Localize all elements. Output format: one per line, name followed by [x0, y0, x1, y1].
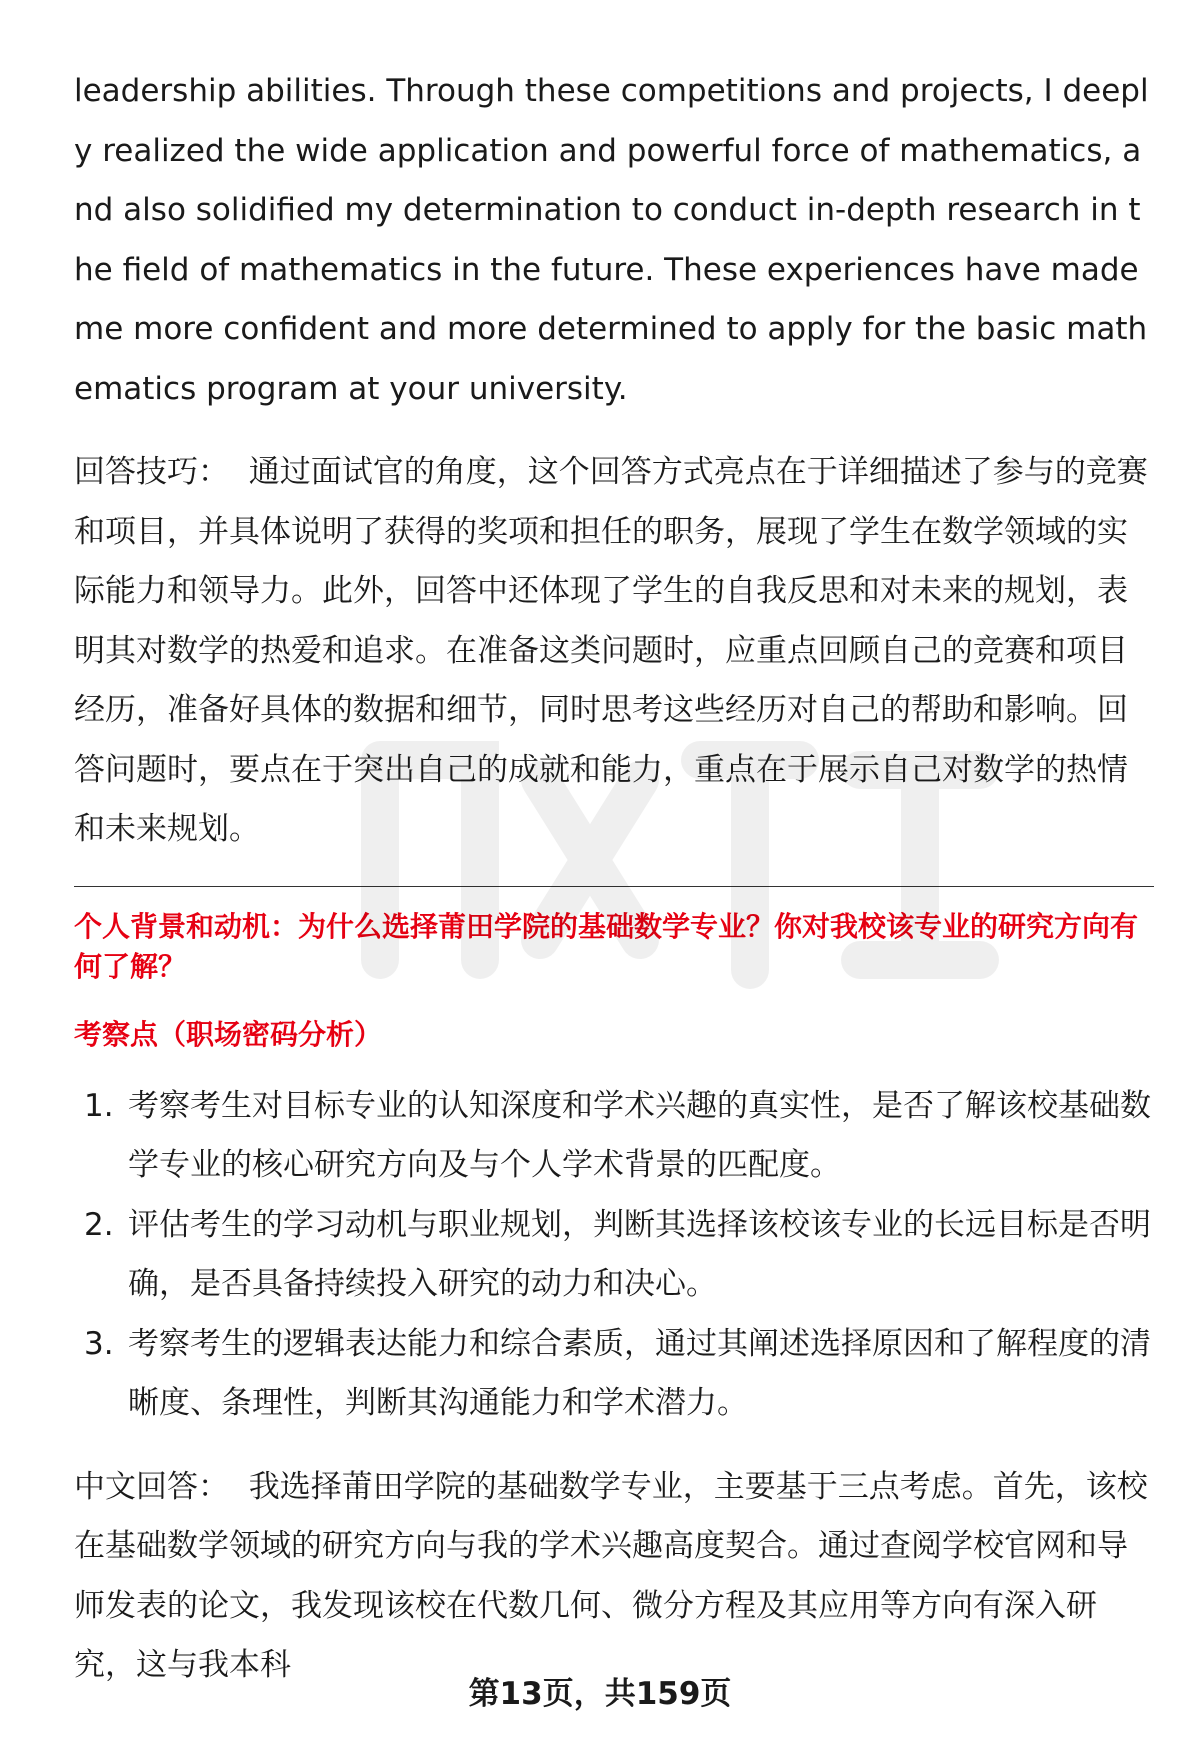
question-title: 个人背景和动机：为什么选择莆田学院的基础数学专业？你对我校该专业的研究方向有何了解？	[74, 909, 1139, 983]
list-item	[74, 1196, 1154, 1315]
tips-text: 通过面试官的角度，这个回答方式亮点在于详细描述了参与的竞赛和项目，并具体说明了获得的奖项和担任的职务，展现了学生在数学领域的实际能力和领导力。此外，回答中还体现了学生的自我反思和对未来的规划，表明其对数学的热爱和追求。在准备这类问题时，应重点回顾自己的竞赛和项目经历，准备好具体的数据和细节，同时思考这些经历对自己的帮助和影响。回答问题时，要点在于突出自己的成就和能力，重点在于展示自己对数学的热情和未来规划。	[74, 454, 1148, 847]
list-item-number: 2.	[84, 1206, 114, 1243]
list-item-text: 考察考生对目标专业的认知深度和学术兴趣的真实性，是否了解该校基础数学专业的核心研究方向及与个人学术背景的匹配度。	[128, 1087, 1151, 1183]
document-page	[74, 62, 1154, 1696]
list-item-number: 3.	[84, 1325, 114, 1362]
tips-label: 回答技巧：	[74, 454, 229, 490]
chinese-answer-paragraph	[74, 1458, 1154, 1696]
english-answer-paragraph: leadership abilities. Through these competitions and projects, I deeply realized the wide application and powerful force of mathematics, and also solidified my determination to conduct in-depth research in the field of mathematics in the future. These experiences have made me more confident and more determined to apply for the basic mathematics program at your university.	[74, 73, 1149, 407]
assessment-points-heading: 考察点（职场密码分析）	[74, 1017, 383, 1051]
list-item	[74, 1315, 1154, 1434]
list-item-number: 1.	[84, 1087, 114, 1124]
list-item-text: 考察考生的逻辑表达能力和综合素质，通过其阐述选择原因和了解程度的清晰度、条理性，判断其沟通能力和学术潜力。	[128, 1325, 1151, 1421]
chinese-answer-text: 我选择莆田学院的基础数学专业，主要基于三点考虑。首先，该校在基础数学领域的研究方向与我的学术兴趣高度契合。通过查阅学校官网和导师发表的论文，我发现该校在代数几何、微分方程及其应用等方向有深入研究，这与我本科	[74, 1468, 1148, 1683]
page-number-footer: 第13页，共159页	[468, 1676, 732, 1712]
answer-tips-paragraph	[74, 443, 1154, 860]
list-item	[74, 1077, 1154, 1196]
chinese-answer-label: 中文回答：	[74, 1468, 229, 1505]
section-divider	[74, 886, 1154, 887]
list-item-text: 评估考生的学习动机与职业规划，判断其选择该校该专业的长远目标是否明确，是否具备持续投入研究的动力和决心。	[128, 1206, 1151, 1302]
assessment-points-list	[74, 1077, 1154, 1434]
